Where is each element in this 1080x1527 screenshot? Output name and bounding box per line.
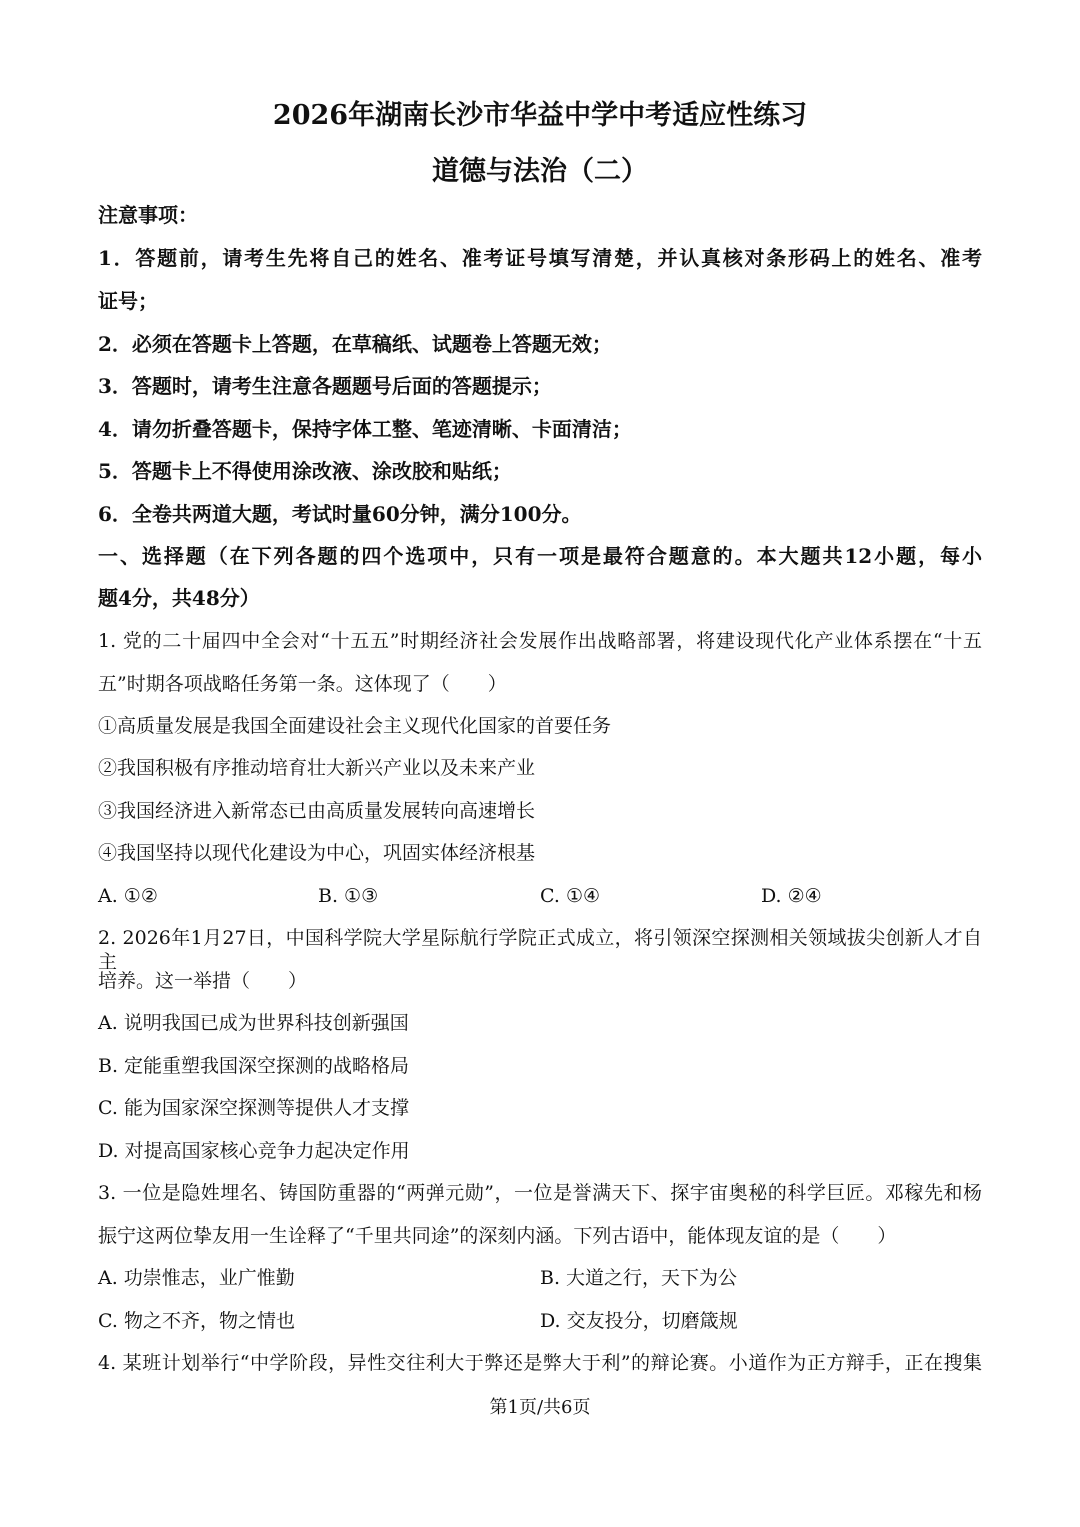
option-b: B. 定能重塑我国深空探测的战略格局 (98, 1055, 410, 1077)
notes-heading: 注意事项： (98, 203, 198, 227)
option-c: C. ①④ (540, 885, 601, 907)
option-d: D. 对提高国家核心竞争力起决定作用 (98, 1140, 410, 1162)
option-c: C. 能为国家深空探测等提供人才支撑 (98, 1097, 409, 1119)
note-item: 6．全卷共两道大题，考试时量60分钟，满分100分。 (98, 502, 582, 526)
note-item: 2．必须在答题卡上答题，在草稿纸、试题卷上答题无效； (98, 332, 612, 356)
question-stem: 4. 某班计划举行“中学阶段，异性交往利大于弊还是弊大于利”的辩论赛。小道作为正方辩手，正在搜集 (98, 1352, 982, 1374)
section-heading-cont: 题4分，共48分） (98, 586, 260, 610)
page-number: 第1页/共6页 (489, 1397, 591, 1418)
question-stem: 1. 党的二十届四中全会对“十五五”时期经济社会发展作出战略部署，将建设现代化产业体系摆在“十五 (98, 630, 982, 652)
note-item: 3．答题时，请考生注意各题题号后面的答题提示； (98, 374, 552, 398)
statement: ③我国经济进入新常态已由高质量发展转向高速增长 (98, 800, 536, 822)
option-a: A. 功崇惟志，业广惟勤 (98, 1267, 295, 1289)
statement: ①高质量发展是我国全面建设社会主义现代化国家的首要任务 (98, 715, 612, 737)
section-heading: 一、选择题（在下列各题的四个选项中，只有一项是最符合题意的。本大题共12小题，每小 (98, 544, 982, 568)
exam-title: 2026年湖南长沙市华益中学中考适应性练习 (272, 100, 808, 131)
option-a: A. 说明我国已成为世界科技创新强国 (98, 1012, 409, 1034)
question-stem: 3. 一位是隐姓埋名、铸国防重器的“两弹元勋”，一位是誉满天下、探宇宙奥秘的科学巨匠。邓稼先和杨 (98, 1182, 982, 1204)
option-d: D. 交友投分，切磨箴规 (540, 1310, 738, 1332)
option-a: A. ①② (98, 885, 158, 907)
note-item: 4．请勿折叠答题卡，保持字体工整、笔迹清晰、卡面清洁； (98, 417, 632, 441)
exam-subtitle: 道德与法治（二） (432, 156, 648, 187)
note-item: 1．答题前，请考生先将自己的姓名、准考证号填写清楚，并认真核对条形码上的姓名、准考 (98, 246, 982, 270)
note-item: 证号； (98, 289, 158, 313)
statement: ②我国积极有序推动培育壮大新兴产业以及未来产业 (98, 757, 536, 779)
question-stem: 振宁这两位挚友用一生诠释了“千里共同途”的深刻内涵。下列古语中，能体现友谊的是（ ） (98, 1225, 897, 1247)
question-stem: 2. 2026年1月27日，中国科学院大学星际航行学院正式成立，将引领深空探测相关领域拔尖创新人才自主 (98, 927, 982, 973)
option-d: D. ②④ (761, 885, 822, 907)
question-stem: 五”时期各项战略任务第一条。这体现了（ ） (98, 673, 507, 695)
option-c: C. 物之不齐，物之情也 (98, 1310, 295, 1332)
option-b: B. 大道之行，天下为公 (540, 1267, 738, 1289)
statement: ④我国坚持以现代化建设为中心，巩固实体经济根基 (98, 842, 536, 864)
option-b: B. ①③ (318, 885, 379, 907)
note-item: 5．答题卡上不得使用涂改液、涂改胶和贴纸； (98, 459, 512, 483)
question-stem: 培养。这一举措（ ） (98, 970, 308, 992)
